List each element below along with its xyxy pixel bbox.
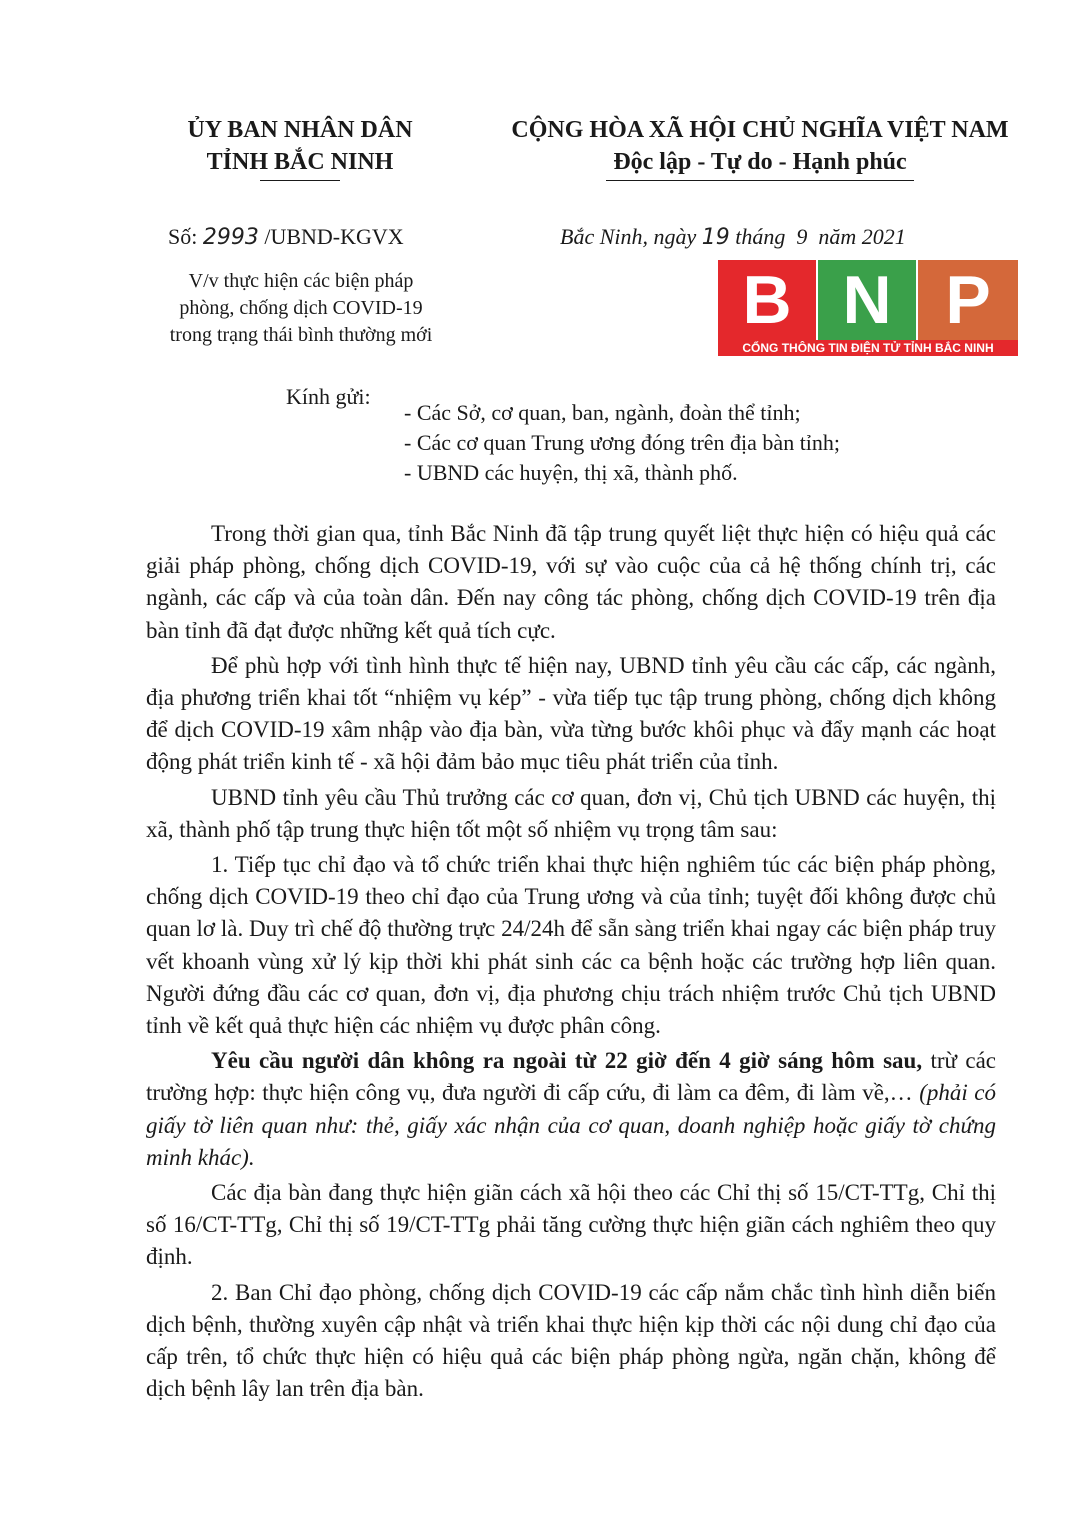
- logo-letter-p: P: [918, 260, 1018, 340]
- document-body: [146, 518, 996, 1405]
- bnp-logo: [718, 260, 1018, 356]
- body-paragraph-7: 2. Ban Chỉ đạo phòng, chống dịch COVID-19 các cấp nắm chắc tình hình diễn biến dịch bệnh, thường xuyên cập nhật và triển khai thực hiện kịp thời các nội dung chỉ đạo của cấp trên, tổ chức thực hiện có hiệu quả các biện pháp phòng ngừa, ngăn chặn, không để dịch bệnh lây lan trên địa bàn.: [146, 1279, 996, 1402]
- logo-tagline: CỔNG THÔNG TIN ĐIỆN TỬ TỈNH BẮC NINH: [718, 340, 1018, 356]
- body-paragraph-3: UBND tỉnh yêu cầu Thủ trưởng các cơ quan, đơn vị, Chủ tịch UBND các huyện, thị xã, thành phố tập trung thực hiện tốt một số nhiệm vụ trọng tâm sau:: [146, 784, 996, 842]
- subject-line-3: trong trạng thái bình thường mới: [169, 324, 433, 346]
- agency-line-2: TỈNH BẮC NINH: [206, 149, 394, 175]
- curfew-exceptions: trừ các trường hợp: thực hiện công vụ, đưa người đi cấp cứu, đi làm ca đêm, đi làm về,…: [146, 1048, 996, 1106]
- national-heading: [500, 114, 1020, 181]
- recipient-item: - Các cơ quan Trung ương đóng trên địa bàn tỉnh;: [404, 430, 841, 455]
- number-suffix: /UBND-KGVX: [264, 224, 404, 249]
- body-paragraph-2: Để phù hợp với tình hình thực tế hiện nay, UBND tỉnh yêu cầu các cấp, các ngành, địa phương triển khai tốt “nhiệm vụ kép” - vừa tiếp tục tập trung phòng, chống dịch không để dịch COVID-19 xâm nhập vào địa bàn, vừa từng bước khôi phục và đẩy mạnh các hoạt động phát triển kinh tế - xã hội đảm bảo mục tiêu phát triển của tỉnh.: [146, 652, 996, 775]
- place-date-suffix: tháng 9 năm 2021: [735, 224, 906, 249]
- place-date-prefix: Bắc Ninh, ngày: [560, 224, 697, 249]
- motto-underline: [606, 180, 914, 181]
- subject-line-2: phòng, chống dịch COVID-19: [179, 297, 423, 319]
- logo-letter-b: B: [718, 260, 816, 340]
- body-paragraph-6: Các địa bàn đang thực hiện giãn cách xã hội theo các Chỉ thị số 15/CT-TTg, Chỉ thị số 16/CT-TTg, Chỉ thị số 19/CT-TTg phải tăng cường thực hiện giãn cách nghiêm theo quy định.: [146, 1180, 996, 1270]
- issuing-agency: [148, 114, 452, 181]
- number-prefix: Số:: [168, 224, 198, 249]
- body-paragraph-1: Trong thời gian qua, tỉnh Bắc Ninh đã tập trung quyết liệt thực hiện có hiệu quả các giải pháp phòng, chống dịch COVID-19, với sự vào cuộc của cả hệ thống chính trị, các ngành, các cấp và của toàn dân. Đến nay công tác phòng, chống dịch COVID-19 trên địa bàn tỉnh đã đạt được những kết quả tích cực.: [146, 521, 996, 643]
- recipient-item: - UBND các huyện, thị xã, thành phố.: [404, 460, 738, 485]
- curfew-documents-note: (phải có giấy tờ liên quan như: thẻ, giấy xác nhận của cơ quan, doanh nghiệp hoặc giấy tờ chứng minh khác).: [146, 1080, 996, 1170]
- handwritten-number: 2993: [202, 225, 259, 250]
- body-paragraph-5: [146, 1045, 996, 1174]
- recipient-item: - Các Sở, cơ quan, ban, ngành, đoàn thể tỉnh;: [404, 400, 801, 425]
- agency-underline: [260, 180, 340, 181]
- document-number: [168, 222, 404, 253]
- curfew-notice: Yêu cầu người dân không ra ngoài từ 22 giờ đến 4 giờ sáng hôm sau,: [211, 1048, 923, 1074]
- nation-motto: Độc lập - Tự do - Hạnh phúc: [613, 149, 907, 175]
- greeting: Kính gửi:: [286, 384, 371, 409]
- body-paragraph-4: 1. Tiếp tục chỉ đạo và tổ chức triển khai thực hiện nghiêm túc các biện pháp phòng, chống dịch COVID-19 theo chỉ đạo của Trung ương và của tỉnh; tuyệt đối không được chủ quan lơ là. Duy trì chế độ thường trực 24/24h để sẵn sàng triển khai ngay các biện pháp truy vết khoanh vùng xử lý kịp thời khi phát sinh các ca bệnh hoặc các trường hợp liên quan. Người đứng đầu các cơ quan, đơn vị, địa phương chịu trách nhiệm trước Chủ tịch UBND tỉnh về kết quả thực hiện các nhiệm vụ được phân công.: [146, 852, 996, 1039]
- handwritten-day: 19: [701, 225, 730, 250]
- nation-line-1: CỘNG HÒA XÃ HỘI CHỦ NGHĨA VIỆT NAM: [511, 117, 1009, 143]
- recipient-list: [404, 398, 840, 488]
- document-subject: [146, 268, 456, 349]
- agency-line-1: ỦY BAN NHÂN DÂN: [187, 117, 413, 143]
- subject-line-1: V/v thực hiện các biện pháp: [188, 270, 414, 292]
- logo-letter-n: N: [818, 260, 916, 340]
- place-and-date: [560, 222, 906, 253]
